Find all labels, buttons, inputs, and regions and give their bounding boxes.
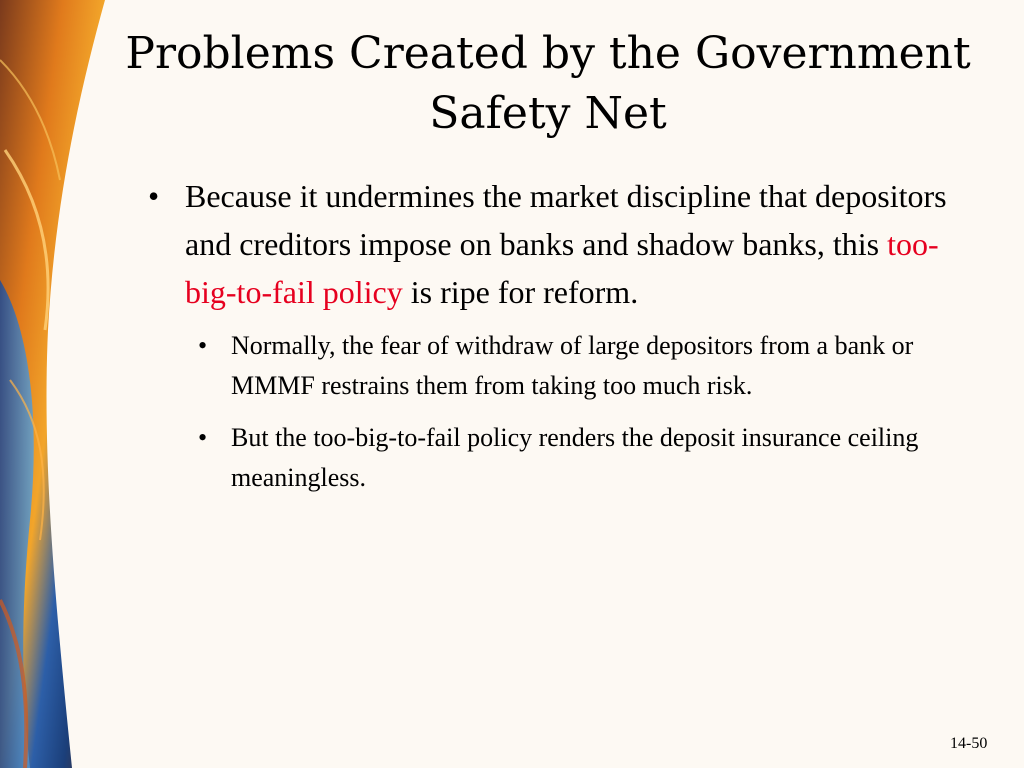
bullet-marker: • bbox=[198, 331, 208, 360]
sub-bullet-text: Normally, the fear of withdraw of large depositors from a bank or MMMF restrains them from taking too much risk. bbox=[231, 331, 914, 400]
slide-number: 14-50 bbox=[950, 735, 988, 752]
slide-title bbox=[100, 24, 996, 144]
bullet-marker: • bbox=[148, 178, 160, 214]
sub-bullet-text: But the too-big-to-fail policy renders the deposit insurance ceiling meaningless. bbox=[231, 423, 919, 492]
main-bullet-text-end: is ripe for reform. bbox=[402, 274, 639, 310]
sub-bullet bbox=[198, 326, 948, 406]
main-bullet-text-start: Because it undermines the market discipline that depositors and creditors impose on banks and shadow banks, this bbox=[185, 178, 947, 262]
slide-title-line-1: Problems Created by the Government bbox=[125, 28, 971, 79]
highlighted-term: too-big-to-fail policy bbox=[185, 226, 939, 310]
main-bullet bbox=[148, 172, 948, 316]
slide-body bbox=[148, 172, 948, 510]
sub-bullet bbox=[198, 418, 948, 498]
slide-title-line-2: Safety Net bbox=[429, 88, 667, 139]
sub-bullet-list bbox=[148, 326, 948, 498]
bullet-marker: • bbox=[198, 423, 208, 452]
